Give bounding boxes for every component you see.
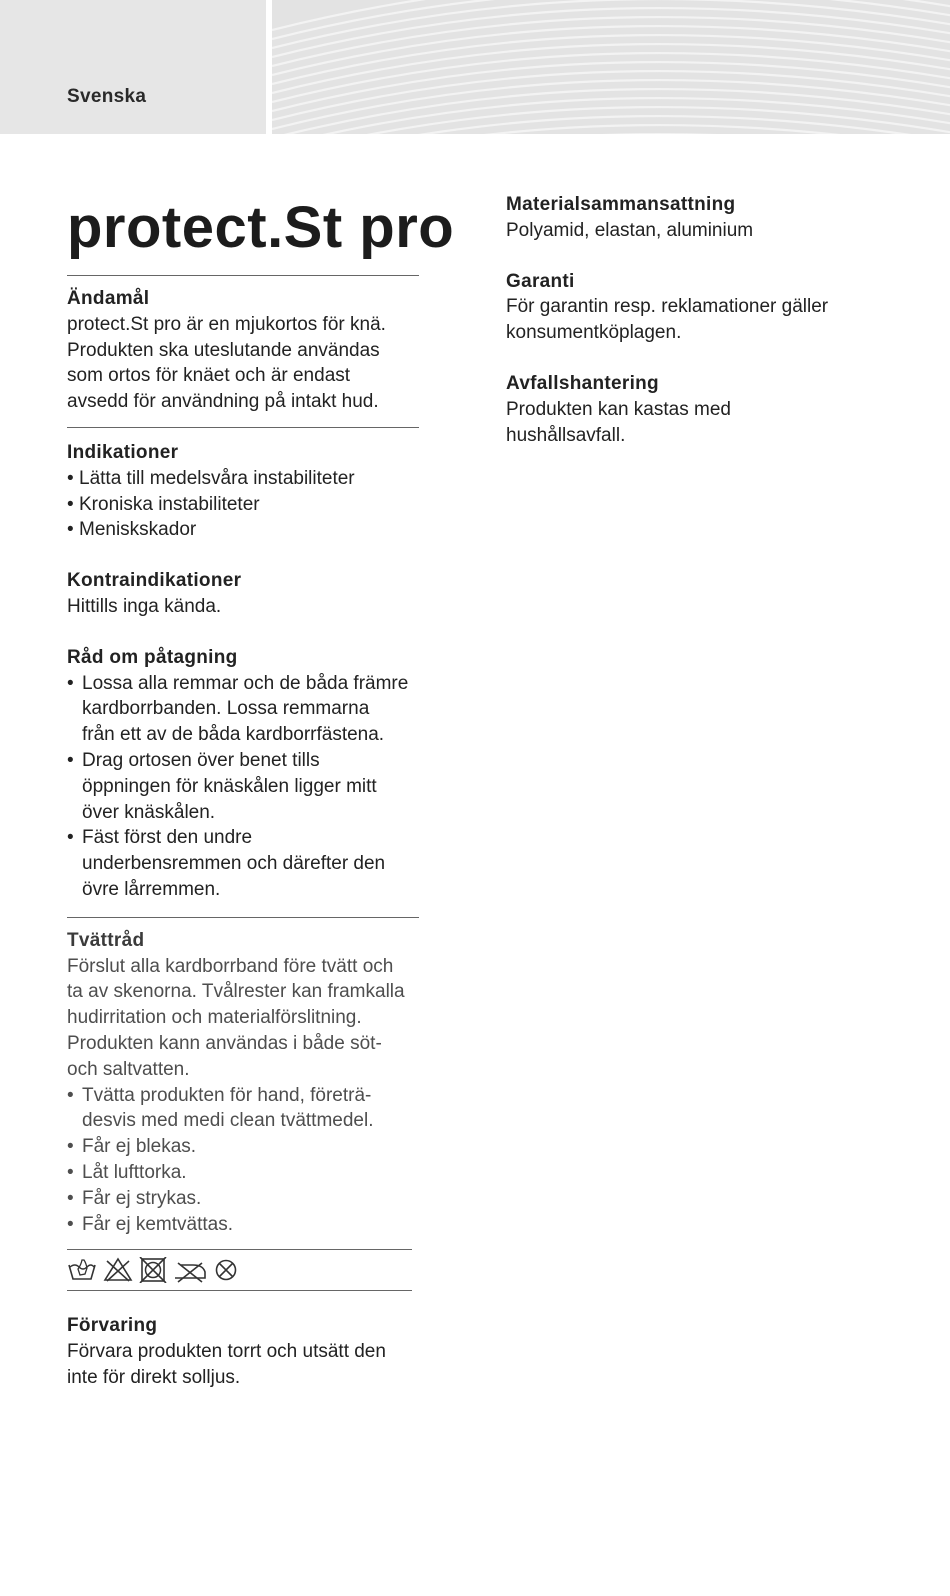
washing-section — [67, 928, 427, 1238]
wave-line — [272, 35, 950, 84]
no-tumble-dry-icon — [139, 1257, 167, 1283]
wave-pattern-graphic — [272, 0, 950, 134]
donning-item: • Fäst först den undre underbensremmen och därefter den övre lårremmen. — [67, 825, 427, 902]
wave-line — [272, 17, 950, 66]
indication-item: • Meniskskador — [67, 517, 427, 543]
washing-line: Förslut alla kardborrband före tvätt och — [67, 955, 394, 977]
donning-heading: Råd om påtagning — [67, 646, 238, 668]
disposal-section — [506, 371, 906, 448]
contraindications-section — [67, 568, 427, 620]
washing-line: Produkten kann användas i både söt- — [67, 1032, 382, 1054]
storage-line: Förvara produkten torrt och utsätt den — [67, 1341, 386, 1363]
wave-line — [272, 80, 950, 129]
no-dry-clean-icon — [213, 1257, 239, 1283]
purpose-line: avsedd för användning på intakt hud. — [67, 391, 379, 413]
indications-section — [67, 440, 427, 543]
purpose-heading: Ändamål — [67, 288, 150, 309]
washing-heading: Tvättråd — [67, 929, 145, 951]
washing-item: • Får ej kemtvättas. — [67, 1212, 427, 1238]
disposal-line: hushållsavfall. — [506, 424, 626, 446]
washing-item: • Låt lufttorka. — [67, 1160, 427, 1186]
material-text: Polyamid, elastan, aluminium — [506, 219, 754, 241]
purpose-line: som ortos för knäet och är endast — [67, 365, 351, 387]
disposal-line: Produkten kan kastas med — [506, 398, 731, 420]
care-symbols — [67, 1250, 427, 1290]
washing-item: • Får ej blekas. — [67, 1134, 427, 1160]
wave-line — [272, 53, 950, 102]
purpose-line: protect.St pro är en mjukortos för knä. — [67, 313, 386, 335]
material-heading: Materialsammansattning — [506, 194, 736, 215]
indication-item: • Kroniska instabiliteter — [67, 492, 427, 518]
donning-section — [67, 645, 427, 903]
donning-item: • Drag ortosen över benet tills öppningen för knäskålen ligger mitt över knäskålen. — [67, 748, 427, 825]
storage-heading: Förvaring — [67, 1315, 158, 1337]
storage-section — [67, 1313, 427, 1390]
header-banner-left — [0, 0, 266, 134]
no-iron-icon — [173, 1257, 207, 1283]
washing-item: • Tvätta produkten för hand, företrä- desvis med medi clean tvättmedel. — [67, 1083, 427, 1135]
contraindications-heading: Kontraindikationer — [67, 570, 242, 592]
no-bleach-icon — [103, 1257, 133, 1283]
washing-line: ta av skenorna. Tvålrester kan framkalla — [67, 981, 405, 1003]
hand-wash-icon — [67, 1257, 97, 1283]
material-section — [506, 192, 906, 244]
purpose-line: Produkten ska uteslutande användas — [67, 339, 380, 361]
warranty-line: För garantin resp. reklamationer gäller — [506, 296, 829, 318]
wave-line — [272, 44, 950, 93]
language-label: Svenska — [67, 86, 147, 107]
indication-item: • Lätta till medelsvåra instabiliteter — [67, 466, 427, 492]
disposal-heading: Avfallshantering — [506, 372, 659, 394]
indications-heading: Indikationer — [67, 441, 179, 463]
right-column — [506, 192, 906, 448]
header-banner-pattern — [272, 0, 950, 134]
page-title: protect.St pro — [67, 195, 455, 260]
wave-line — [272, 8, 950, 57]
storage-line: inte för direkt solljus. — [67, 1366, 241, 1388]
purpose-section — [67, 286, 427, 415]
washing-line: hudirritation och materialförslitning. — [67, 1007, 362, 1029]
wave-line — [272, 62, 950, 111]
washing-item: • Får ej strykas. — [67, 1186, 427, 1212]
warranty-section — [506, 269, 906, 346]
warranty-line: konsumentköplagen. — [506, 322, 682, 344]
left-column — [67, 190, 455, 1391]
donning-item: • Lossa alla remmar och de båda främre kardborrbanden. Lossa remmarna från ett av de båda kardborrfästena. — [67, 671, 427, 748]
wave-line — [272, 26, 950, 75]
wave-line — [272, 71, 950, 120]
washing-line: och saltvatten. — [67, 1058, 190, 1080]
contraindications-text: Hittills inga kända. — [67, 595, 222, 617]
warranty-heading: Garanti — [506, 270, 575, 292]
wave-line — [272, 107, 950, 134]
